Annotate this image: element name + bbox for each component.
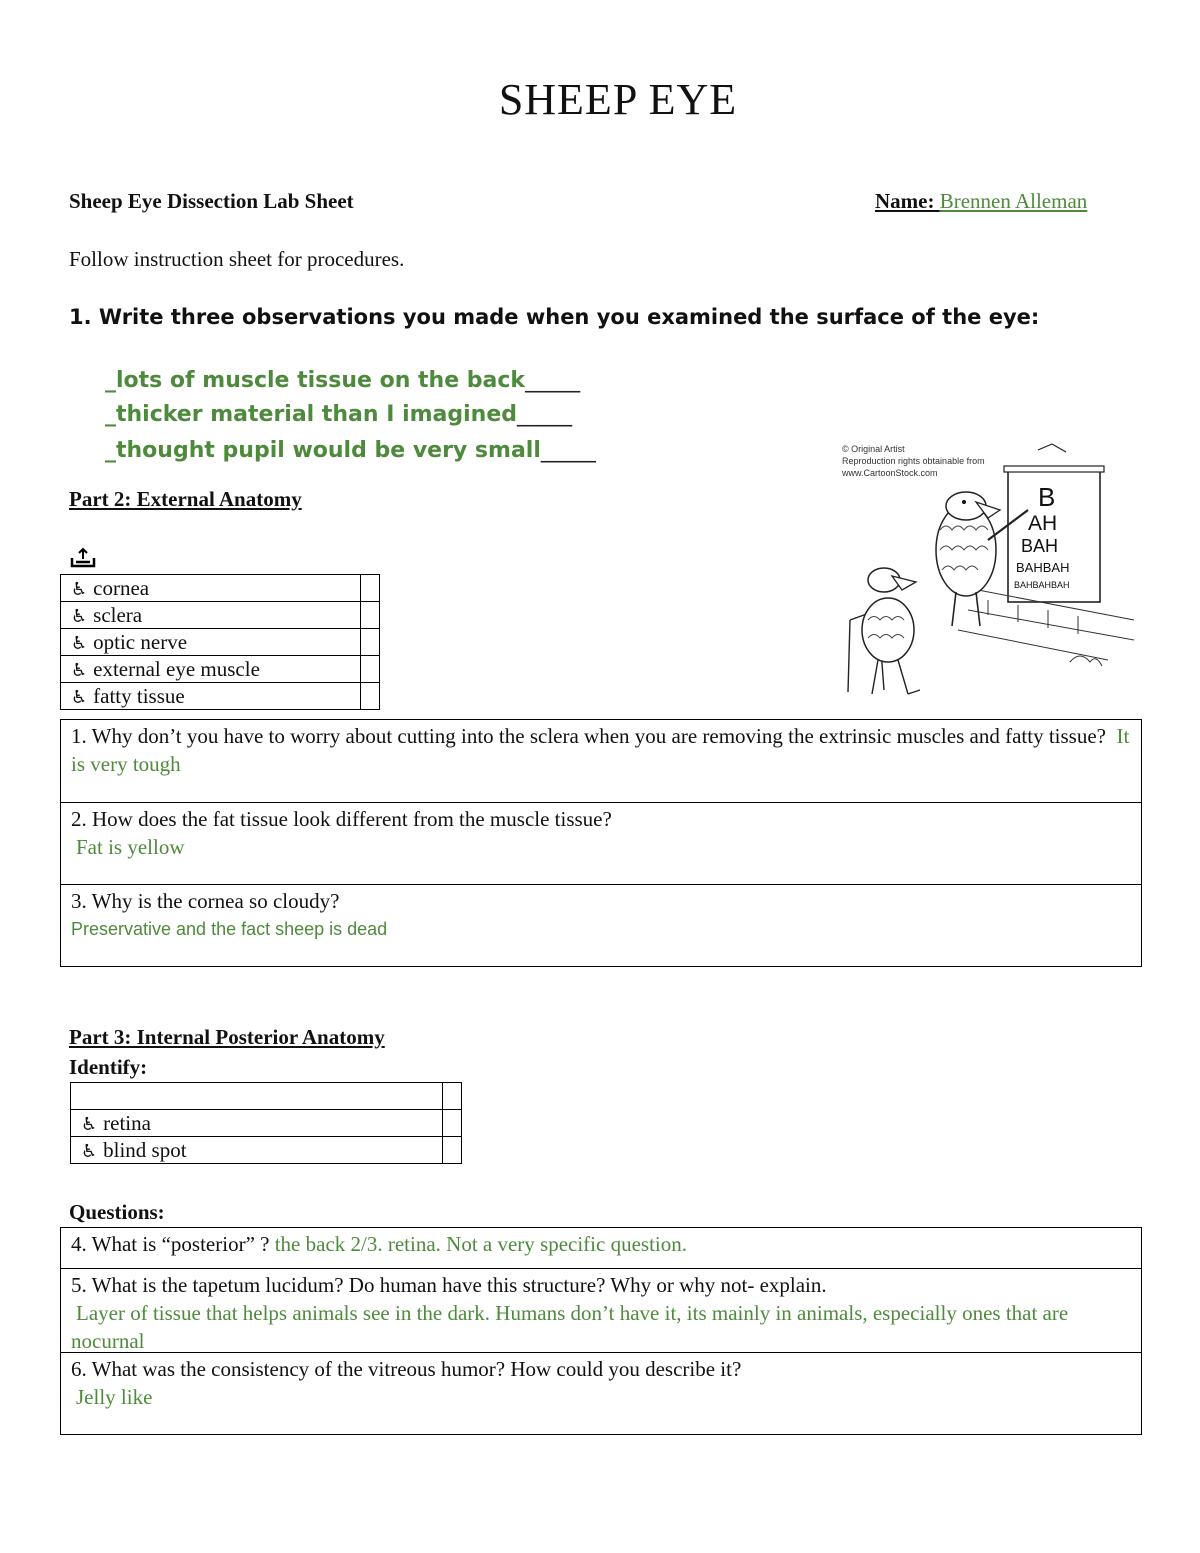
table-row bbox=[71, 1110, 462, 1137]
lab-sheet-subtitle: Sheep Eye Dissection Lab Sheet bbox=[69, 189, 354, 213]
observation-blank: _____ bbox=[540, 438, 596, 463]
table-row bbox=[71, 1083, 462, 1110]
instruction-text: Follow instruction sheet for procedures. bbox=[69, 247, 405, 271]
label-text: fatty tissue bbox=[93, 683, 185, 708]
chart-line: B bbox=[1038, 482, 1056, 512]
question-1-prompt: 1. Write three observations you made when you examined the surface of the eye: bbox=[69, 305, 1040, 329]
answer-cell[interactable] bbox=[443, 1110, 462, 1137]
table-row bbox=[61, 629, 380, 656]
wheelchair-icon: ♿ bbox=[81, 1140, 98, 1162]
copyright-text: © Original Artist bbox=[842, 444, 905, 454]
wheelchair-icon: ♿ bbox=[71, 578, 88, 600]
question-box bbox=[60, 802, 1142, 885]
answer-text[interactable]: Jelly like bbox=[76, 1385, 153, 1409]
question-text: 4. What is “posterior” ? bbox=[71, 1232, 270, 1256]
chart-line: BAH bbox=[1021, 536, 1059, 556]
table-row bbox=[61, 575, 380, 602]
label-text: blind spot bbox=[103, 1137, 187, 1162]
label-cell bbox=[71, 1110, 443, 1137]
label-cell bbox=[71, 1137, 443, 1164]
identify-label: Identify: bbox=[69, 1055, 148, 1079]
table-row bbox=[61, 602, 380, 629]
answer-text[interactable]: Fat is yellow bbox=[76, 835, 185, 859]
question-box bbox=[60, 1227, 1142, 1269]
observation-item bbox=[69, 368, 580, 393]
external-anatomy-table bbox=[60, 574, 380, 710]
wheelchair-icon: ♿ bbox=[71, 659, 88, 681]
wheelchair-icon: ♿ bbox=[81, 1113, 98, 1135]
chart-line: BAHBAH bbox=[1016, 560, 1070, 575]
internal-anatomy-table bbox=[70, 1082, 462, 1164]
name-value: Brennen Alleman bbox=[939, 189, 1088, 213]
label-cell bbox=[61, 629, 361, 656]
label-text: external eye muscle bbox=[93, 656, 260, 681]
question-box bbox=[60, 884, 1142, 967]
observation-answer: _lots of muscle tissue on the back bbox=[105, 368, 526, 393]
question-text: 5. What is the tapetum lucidum? Do human have this structure? Why or why not- explain. bbox=[71, 1273, 827, 1297]
table-row bbox=[61, 683, 380, 710]
observation-item bbox=[69, 438, 596, 463]
answer-text[interactable]: It is very tough bbox=[71, 724, 1130, 776]
question-text: 6. What was the consistency of the vitreous humor? How could you describe it? bbox=[71, 1357, 742, 1381]
upload-tray-icon bbox=[70, 546, 96, 568]
wheelchair-icon: ♿ bbox=[71, 686, 88, 708]
question-text: 1. Why don’t you have to worry about cutting into the sclera when you are removing the extrinsic muscles and fatty tissue? bbox=[71, 724, 1106, 748]
label-text: retina bbox=[103, 1110, 151, 1135]
question-box bbox=[60, 719, 1142, 803]
chart-line: BAHBAHBAH bbox=[1014, 580, 1070, 590]
observation-item bbox=[69, 402, 572, 427]
copyright-text: www.CartoonStock.com bbox=[842, 468, 938, 478]
answer-cell[interactable] bbox=[443, 1137, 462, 1164]
wheelchair-icon: ♿ bbox=[71, 632, 88, 654]
question-text: 3. Why is the cornea so cloudy? bbox=[71, 889, 340, 913]
answer-cell[interactable] bbox=[361, 683, 380, 710]
observation-blank: _____ bbox=[525, 368, 581, 393]
label-text: cornea bbox=[93, 575, 150, 600]
chart-line: AH bbox=[1028, 512, 1058, 535]
part-3-heading: Part 3: Internal Posterior Anatomy bbox=[69, 1025, 385, 1049]
question-box bbox=[60, 1352, 1142, 1435]
part-2-heading: Part 2: External Anatomy bbox=[69, 487, 302, 511]
label-text: sclera bbox=[93, 602, 143, 627]
answer-text[interactable]: the back 2/3. retina. Not a very specific question. bbox=[274, 1232, 687, 1256]
sheep-eye-chart-cartoon bbox=[838, 440, 1138, 698]
wheelchair-icon: ♿ bbox=[71, 605, 88, 627]
name-label: Name: bbox=[875, 189, 940, 213]
table-row bbox=[61, 656, 380, 683]
answer-cell[interactable] bbox=[443, 1083, 462, 1110]
answer-text[interactable]: Layer of tissue that helps animals see in the dark. Humans don’t have it, its mainly in animals, especially ones that are nocurnal bbox=[71, 1301, 1069, 1353]
table-row bbox=[71, 1137, 462, 1164]
answer-cell[interactable] bbox=[361, 575, 380, 602]
observation-blank: _____ bbox=[517, 402, 572, 427]
answer-cell[interactable] bbox=[361, 629, 380, 656]
name-field bbox=[875, 189, 1087, 214]
label-cell bbox=[61, 683, 361, 710]
label-cell bbox=[61, 575, 361, 602]
label-text: optic nerve bbox=[93, 629, 188, 654]
answer-text[interactable]: Preservative and the fact sheep is dead bbox=[71, 919, 388, 939]
observation-answer: _thicker material than I imagined bbox=[105, 402, 517, 427]
copyright-text: Reproduction rights obtainable from bbox=[842, 456, 985, 466]
answer-cell[interactable] bbox=[361, 656, 380, 683]
label-cell bbox=[71, 1083, 443, 1110]
label-cell bbox=[61, 602, 361, 629]
observation-answer: _thought pupil would be very small bbox=[105, 438, 541, 463]
label-cell bbox=[61, 656, 361, 683]
question-box bbox=[60, 1268, 1142, 1353]
questions-heading: Questions: bbox=[69, 1200, 165, 1224]
answer-cell[interactable] bbox=[361, 602, 380, 629]
question-text: 2. How does the fat tissue look different from the muscle tissue? bbox=[71, 807, 612, 831]
page-title: SHEEP EYE bbox=[498, 75, 738, 124]
